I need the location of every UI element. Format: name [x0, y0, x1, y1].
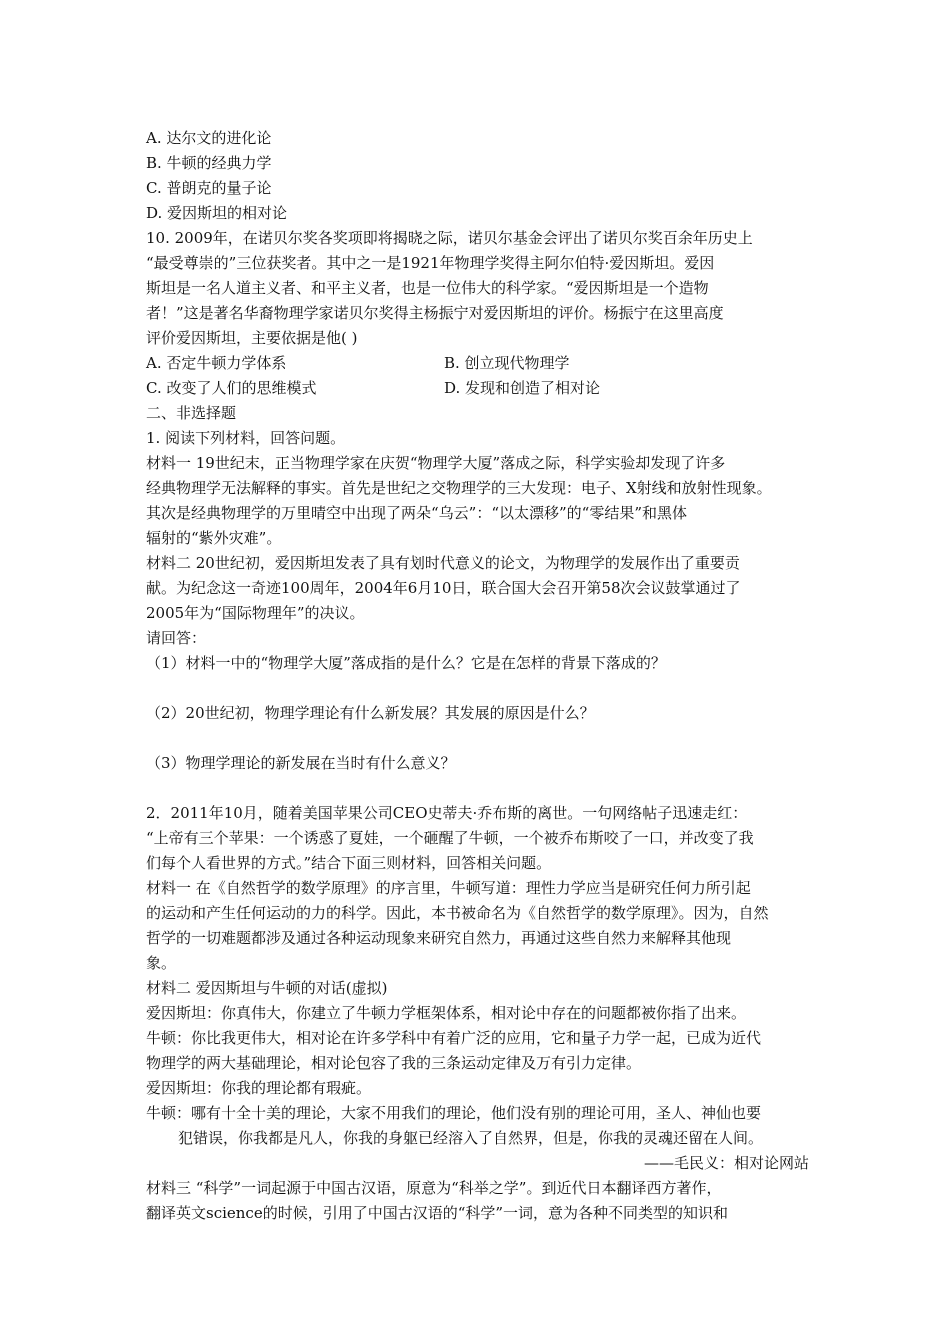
q1-line: 其次是经典物理学的万里晴空中出现了两朵“乌云”：“以太漂移”的“零结果”和黑体	[146, 504, 688, 522]
q2-line: 材料一 在《自然哲学的数学原理》的序言里，牛顿写道：理性力学应当是研究任何力所引起	[146, 879, 751, 897]
q2-line: 翻译英文science的时候，引用了中国古汉语的“科学”一词，意为各种不同类型的知识和	[146, 1204, 729, 1222]
q9-option-b: B. 牛顿的经典力学	[146, 154, 272, 172]
q1-question-1: （1）材料一中的“物理学大厦”落成指的是什么？它是在怎样的背景下落成的？	[146, 654, 666, 672]
q1-line: 材料二 20世纪初，爱因斯坦发表了具有划时代意义的论文，为物理学的发展作出了重要贡	[146, 554, 740, 572]
q2-indented-line: 犯错误，你我都是凡人，你我的身躯已经溶入了自然界，但是，你我的灵魂还留在人间。	[178, 1129, 764, 1147]
q2-line: 的运动和产生任何运动的力的科学。因此，本书被命名为《自然哲学的数学原理》。因为，自然	[146, 904, 769, 922]
q1-question-2: （2）20世纪初，物理学理论有什么新发展？其发展的原因是什么？	[146, 704, 595, 722]
section-title: 二、非选择题	[146, 404, 237, 422]
q10-option-b: B. 创立现代物理学	[444, 354, 570, 372]
q2-line: 材料二 爱因斯坦与牛顿的对话(虚拟)	[146, 979, 388, 997]
q1-line: 1. 阅读下列材料，回答问题。	[146, 429, 346, 447]
q1-question-3: （3）物理学理论的新发展在当时有什么意义？	[146, 754, 456, 772]
q10-stem-line: “最受尊崇的”三位获奖者。其中之一是1921年物理学奖得主阿尔伯特·爱因斯坦。爱因	[146, 254, 715, 272]
q9-option-d: D. 爱因斯坦的相对论	[146, 204, 288, 222]
q2-line: 材料三 “科学”一词起源于中国古汉语，原意为“科举之学”。到近代日本翻译西方著作，	[146, 1179, 722, 1197]
q2-source-citation: ——毛民义：相对论网站	[643, 1154, 809, 1172]
q2-line: 牛顿：你比我更伟大，相对论在许多学科中有着广泛的应用，它和量子力学一起，已成为近代	[146, 1029, 762, 1047]
q1-line: 材料一 19世纪末，正当物理学家在庆贺“物理学大厦”落成之际，科学实验却发现了许多	[146, 454, 726, 472]
q10-option-row	[146, 353, 806, 375]
q9-option-c: C. 普朗克的量子论	[146, 179, 272, 197]
q2-line: “上帝有三个苹果：一个诱惑了夏娃，一个砸醒了牛顿，一个被乔布斯咬了一口，并改变了我	[146, 829, 754, 847]
q10-option-a: A. 否定牛顿力学体系	[146, 354, 287, 372]
q10-option-row	[146, 378, 806, 400]
q2-line: 象。	[146, 954, 177, 972]
q10-stem-line: 斯坦是一名人道主义者、和平主义者，也是一位伟大的科学家。“爱因斯坦是一个造物	[146, 279, 709, 297]
q2-line: 牛顿：哪有十全十美的理论，大家不用我们的理论，他们没有别的理论可用，圣人、神仙也要	[146, 1104, 762, 1122]
q10-stem-line: 者！”这是著名华裔物理学家诺贝尔奖得主杨振宁对爱因斯坦的评价。杨振宁在这里高度	[146, 304, 724, 322]
q2-line: 2．2011年10月，随着美国苹果公司CEO史蒂夫·乔布斯的离世。一句网络帖子迅速走红：	[146, 804, 748, 822]
q1-line: 请回答：	[146, 629, 207, 647]
q10-option-d: D. 发现和创造了相对论	[444, 379, 601, 397]
q1-line: 2005年为“国际物理年”的决议。	[146, 604, 365, 622]
q10-stem-line: 10. 2009年，在诺贝尔奖各奖项即将揭晓之际，诺贝尔基金会评出了诺贝尔奖百余年历史上	[146, 229, 753, 247]
q2-line: 哲学的一切难题都涉及通过各种运动现象来研究自然力，再通过这些自然力来解释其他现	[146, 929, 732, 947]
q2-line: 物理学的两大基础理论，相对论包容了我的三条运动定律及万有引力定律。	[146, 1054, 642, 1072]
q1-line: 经典物理学无法解释的事实。首先是世纪之交物理学的三大发现：电子、X射线和放射性现象。	[146, 479, 772, 497]
q9-option-a: A. 达尔文的进化论	[146, 129, 272, 147]
q1-line: 辐射的“紫外灾难”。	[146, 529, 282, 547]
q10-option-c: C. 改变了人们的思维模式	[146, 379, 317, 397]
q10-stem-line: 评价爱因斯坦，主要依据是他( )	[146, 329, 358, 347]
q2-line: 爱因斯坦：你真伟大，你建立了牛顿力学框架体系，相对论中存在的问题都被你指了出来。	[146, 1004, 747, 1022]
q1-line: 献。为纪念这一奇迹100周年，2004年6月10日，联合国大会召开第58次会议鼓掌通过了	[146, 579, 741, 597]
q2-line: 爱因斯坦：你我的理论都有瑕疵。	[146, 1079, 372, 1097]
q2-line: 们每个人看世界的方式。”结合下面三则材料，回答相关问题。	[146, 854, 552, 872]
